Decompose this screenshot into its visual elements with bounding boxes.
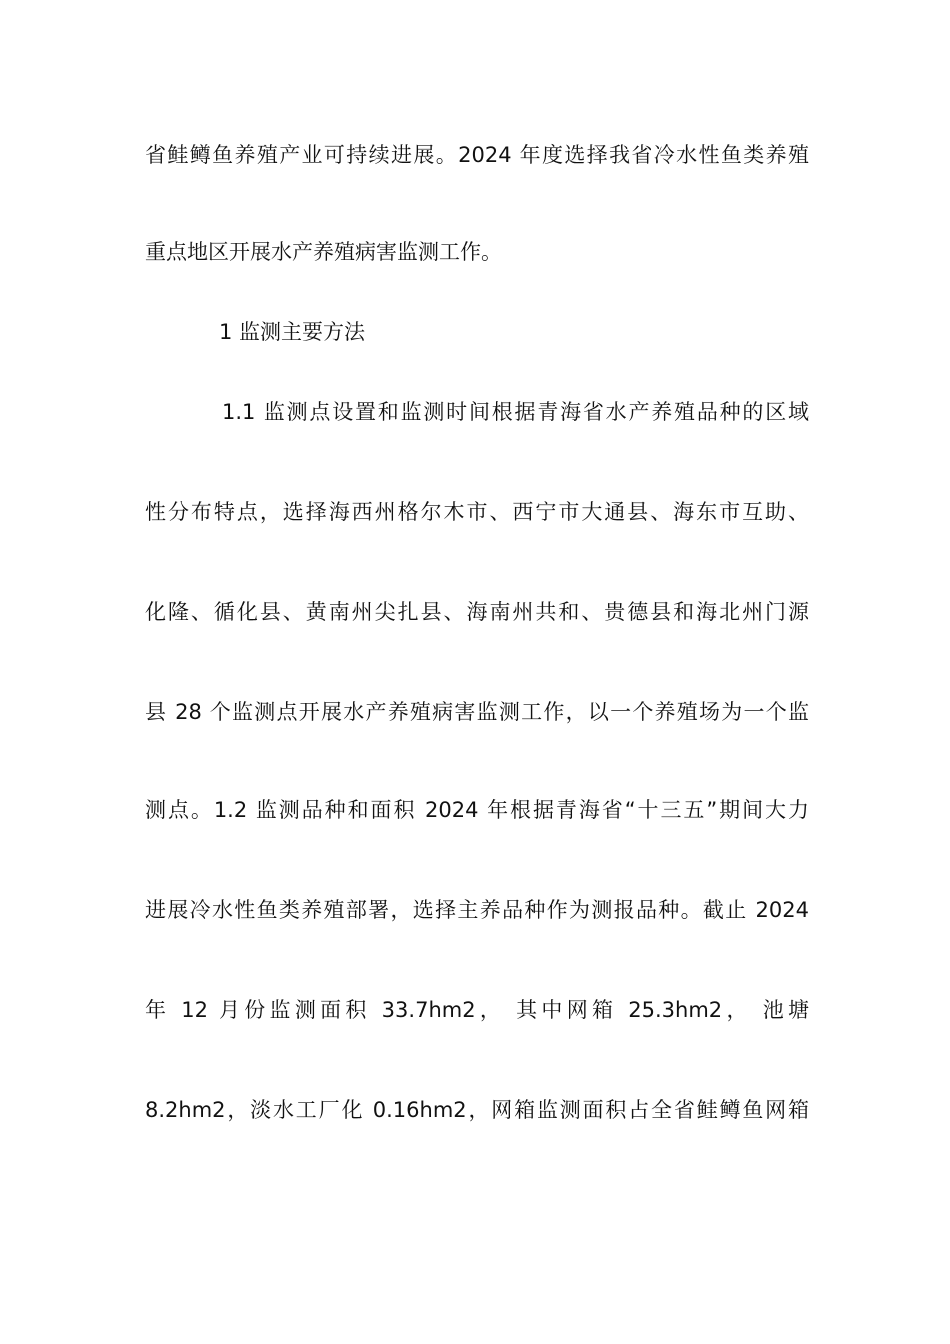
paragraph-line-1: 省鲑鳟鱼养殖产业可持续进展。2024 年度选择我省冷水性鱼类养殖: [145, 143, 809, 167]
paragraph-line-10: 8.2hm2，淡水工厂化 0.16hm2，网箱监测面积占全省鲑鳟鱼网箱: [145, 1098, 809, 1122]
paragraph-line-3: 1.1 监测点设置和监测时间根据青海省水产养殖品种的区域: [222, 400, 809, 424]
paragraph-line-8: 进展冷水性鱼类养殖部署，选择主养品种作为测报品种。截止 2024: [145, 898, 809, 922]
paragraph-line-4: 性分布特点，选择海西州格尔木市、西宁市大通县、海东市互助、: [145, 500, 809, 524]
paragraph-line-5: 化隆、循化县、黄南州尖扎县、海南州共和、贵德县和海北州门源: [145, 600, 809, 624]
paragraph-line-2: 重点地区开展水产养殖病害监测工作。: [145, 240, 502, 264]
paragraph-line-9: 年 12 月份监测面积 33.7hm2， 其中网箱 25.3hm2， 池塘: [145, 998, 809, 1022]
section-heading: 1 监测主要方法: [219, 320, 366, 344]
paragraph-line-7: 测点。1.2 监测品种和面积 2024 年根据青海省“十三五”期间大力: [145, 798, 809, 822]
paragraph-line-6: 县 28 个监测点开展水产养殖病害监测工作，以一个养殖场为一个监: [145, 700, 809, 724]
